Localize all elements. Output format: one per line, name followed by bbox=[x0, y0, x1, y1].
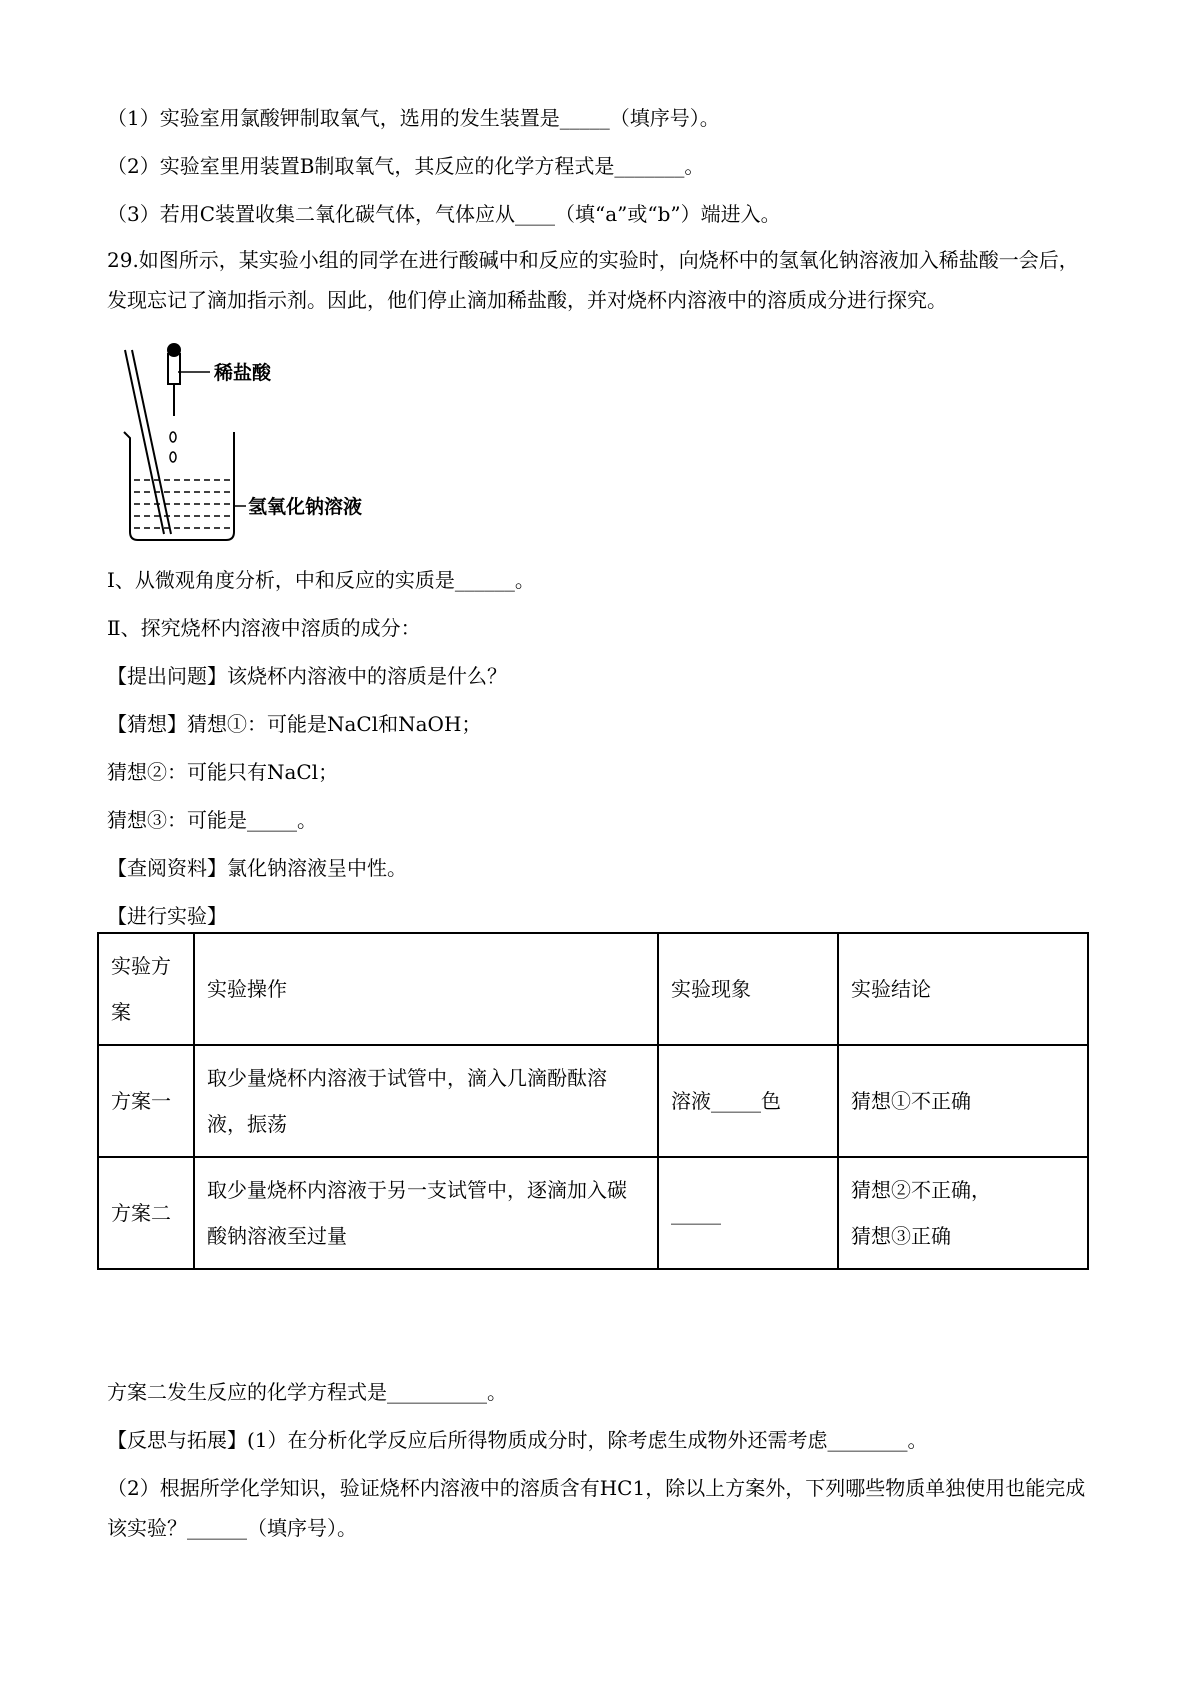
reflection-2: （2）根据所学化学知识，验证烧杯内溶液中的溶质含有HC1，除以上方案外，下列哪些物质单独使用也能完成该实验？______（填序号）。 bbox=[107, 1476, 1086, 1540]
reference: 【查阅资料】氯化钠溶液呈中性。 bbox=[107, 856, 407, 880]
beaker bbox=[124, 432, 234, 540]
header-plan: 实验方案 bbox=[98, 933, 194, 1045]
conclusion-line: 猜想①不正确 bbox=[851, 1089, 971, 1113]
experiment-table bbox=[97, 932, 1089, 1270]
guess-2: 猜想②：可能只有NaCl； bbox=[107, 760, 339, 784]
solution-liquid bbox=[134, 480, 230, 528]
drop bbox=[170, 452, 176, 462]
experiment-heading: 【进行实验】 bbox=[107, 904, 227, 928]
equation-line: 方案二发生反应的化学方程式是__________。 bbox=[107, 1380, 507, 1404]
dropper-tube bbox=[168, 354, 180, 384]
row-conclusion bbox=[838, 1157, 1088, 1269]
beaker-figure bbox=[122, 342, 382, 542]
base-label: 氢氧化钠溶液 bbox=[248, 496, 363, 518]
drop bbox=[170, 432, 176, 442]
q28-part-1: （1）实验室用氯酸钾制取氧气，选用的发生装置是_____（填序号）。 bbox=[107, 106, 720, 130]
part-2: Ⅱ、探究烧杯内溶液中溶质的成分： bbox=[107, 616, 421, 640]
q29-intro: 29.如图所示，某实验小组的同学在进行酸碱中和反应的实验时，向烧杯中的氢氧化钠溶液加入稀盐酸一会后，发现忘记了滴加指示剂。因此，他们停止滴加稀盐酸，并对烧杯内溶液中的溶质成分进行探究。 bbox=[107, 248, 1079, 312]
header-operation: 实验操作 bbox=[194, 933, 658, 1045]
row-phenomenon: _____ bbox=[658, 1157, 838, 1269]
row-conclusion bbox=[838, 1045, 1088, 1157]
conclusion-line: 猜想③正确 bbox=[851, 1224, 951, 1248]
table-row bbox=[98, 1045, 1088, 1157]
acid-label: 稀盐酸 bbox=[214, 362, 272, 384]
q28-part-3: （3）若用C装置收集二氧化碳气体，气体应从____（填“a”或“b”）端进入。 bbox=[107, 202, 781, 226]
guess-1: 【猜想】猜想①：可能是NaCl和NaOH； bbox=[107, 712, 482, 736]
header-phenomenon: 实验现象 bbox=[658, 933, 838, 1045]
guess-3: 猜想③：可能是_____。 bbox=[107, 808, 317, 832]
table-header-row bbox=[98, 933, 1088, 1045]
conclusion-line: 猜想②不正确， bbox=[851, 1178, 991, 1202]
row-phenomenon: 溶液_____色 bbox=[658, 1045, 838, 1157]
row-operation: 取少量烧杯内溶液于另一支试管中，逐滴加入碳酸钠溶液至过量 bbox=[194, 1157, 658, 1269]
table-row bbox=[98, 1157, 1088, 1269]
q28-part-2: （2）实验室里用装置B制取氧气，其反应的化学方程式是_______。 bbox=[107, 154, 705, 178]
reflection-1: 【反思与拓展】(1）在分析化学反应后所得物质成分时，除考虑生成物外还需考虑________。 bbox=[107, 1428, 928, 1452]
row-operation: 取少量烧杯内溶液于试管中，滴入几滴酚酞溶液，振荡 bbox=[194, 1045, 658, 1157]
row-plan: 方案二 bbox=[98, 1157, 194, 1269]
part-1: Ⅰ、从微观角度分析，中和反应的实质是______。 bbox=[107, 568, 535, 592]
row-plan: 方案一 bbox=[98, 1045, 194, 1157]
header-conclusion: 实验结论 bbox=[838, 933, 1088, 1045]
question-heading: 【提出问题】该烧杯内溶液中的溶质是什么？ bbox=[107, 664, 507, 688]
